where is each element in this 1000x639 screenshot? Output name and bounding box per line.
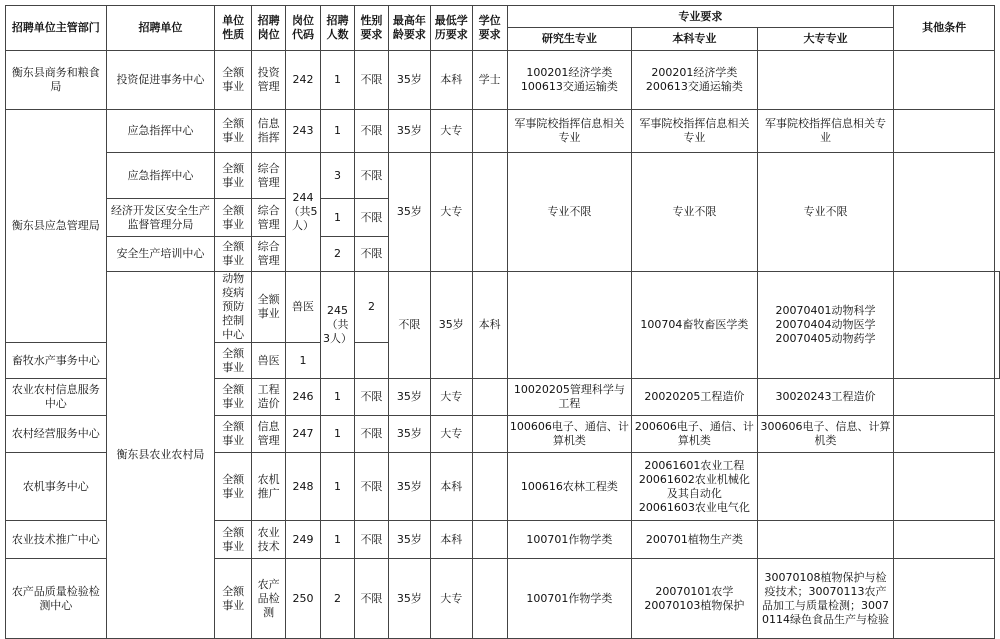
age-cell: 35岁 [388, 153, 430, 272]
dept-cell: 衡东县应急管理局 [6, 110, 107, 343]
count-cell: 2 [321, 559, 355, 639]
edu-cell: 大专 [430, 379, 472, 416]
position-cell: 兽医 [286, 272, 321, 343]
degree-cell [472, 110, 507, 153]
college-major-cell [757, 453, 894, 521]
degree-cell [472, 379, 507, 416]
nature-cell: 全额事业 [215, 237, 252, 272]
grad-major-cell: 100201经济学类 100613交通运输类 [507, 51, 632, 110]
unit-cell: 应急指挥中心 [106, 153, 215, 199]
gender-cell: 不限 [388, 272, 430, 379]
code-cell: 250 [286, 559, 321, 639]
header-undergrad: 本科专业 [632, 28, 758, 51]
table-row [6, 110, 1000, 153]
position-cell: 综合管理 [252, 153, 286, 199]
degree-cell [472, 453, 507, 521]
other-cell [894, 453, 995, 521]
nature-cell: 全额事业 [215, 453, 252, 521]
unit-cell: 农产品质量检验检测中心 [6, 559, 107, 639]
position-cell: 农业技术 [252, 521, 286, 559]
code-cell: 243 [286, 110, 321, 153]
unit-cell: 农机事务中心 [6, 453, 107, 521]
grad-major-cell: 100701作物学类 [507, 521, 632, 559]
count-cell: 1 [286, 343, 321, 379]
edu-cell: 大专 [430, 559, 472, 639]
code-cell: 242 [286, 51, 321, 110]
college-major-cell: 30020243工程造价 [757, 379, 894, 416]
table-row [6, 51, 1000, 110]
age-cell: 35岁 [388, 416, 430, 453]
count-cell: 1 [321, 110, 355, 153]
code-cell: 244（共5人） [286, 153, 321, 272]
gender-cell: 不限 [354, 199, 388, 237]
college-major-cell [757, 521, 894, 559]
position-cell: 农产品检测 [252, 559, 286, 639]
undergrad-major-cell: 200606电子、通信、计算机类 [632, 416, 758, 453]
nature-cell: 全额事业 [215, 379, 252, 416]
dept-cell: 衡东县商务和粮食局 [6, 51, 107, 110]
count-cell: 1 [321, 453, 355, 521]
position-cell: 投资管理 [252, 51, 286, 110]
position-cell: 兽医 [252, 343, 286, 379]
code-cell: 245（共3人） [321, 272, 355, 379]
gender-cell: 不限 [354, 416, 388, 453]
gender-cell: 不限 [354, 153, 388, 199]
unit-cell: 畜牧水产事务中心 [6, 343, 107, 379]
count-cell: 2 [354, 272, 388, 343]
position-cell: 综合管理 [252, 237, 286, 272]
code-cell: 246 [286, 379, 321, 416]
age-cell: 35岁 [388, 51, 430, 110]
age-cell: 35岁 [388, 453, 430, 521]
undergrad-major-cell: 200201经济学类 200613交通运输类 [632, 51, 758, 110]
position-cell: 工程造价 [252, 379, 286, 416]
header-edu: 最低学历要求 [430, 6, 472, 51]
college-major-cell: 军事院校指挥信息相关专业 [757, 110, 894, 153]
table-row [6, 272, 1000, 343]
degree-cell [472, 153, 507, 272]
gender-cell: 不限 [354, 559, 388, 639]
count-cell: 1 [321, 521, 355, 559]
other-cell [894, 416, 995, 453]
count-cell: 2 [321, 237, 355, 272]
nature-cell: 全额事业 [215, 521, 252, 559]
other-cell [894, 153, 995, 272]
other-cell [894, 379, 995, 416]
age-cell: 35岁 [388, 521, 430, 559]
nature-cell: 全额事业 [215, 51, 252, 110]
recruitment-table [5, 5, 1000, 639]
unit-cell: 农业技术推广中心 [6, 521, 107, 559]
code-cell: 248 [286, 453, 321, 521]
code-cell: 249 [286, 521, 321, 559]
other-cell [894, 521, 995, 559]
degree-cell [507, 272, 632, 379]
header-college: 大专专业 [757, 28, 894, 51]
age-cell: 35岁 [388, 379, 430, 416]
grad-major-cell: 100606电子、通信、计算机类 [507, 416, 632, 453]
header-dept: 招聘单位主管部门 [6, 6, 107, 51]
other-cell [894, 559, 995, 639]
gender-cell: 不限 [354, 51, 388, 110]
grad-major-cell: 10020205管理科学与工程 [507, 379, 632, 416]
header-age: 最高年龄要求 [388, 6, 430, 51]
unit-cell: 农村经营服务中心 [6, 416, 107, 453]
college-major-cell: 专业不限 [757, 153, 894, 272]
grad-major-cell: 100616农林工程类 [507, 453, 632, 521]
nature-cell: 全额事业 [215, 416, 252, 453]
other-cell [894, 51, 995, 110]
degree-cell [472, 521, 507, 559]
college-major-cell: 300606电子、信息、计算机类 [757, 416, 894, 453]
age-cell: 35岁 [388, 110, 430, 153]
count-cell: 1 [321, 416, 355, 453]
degree-cell [472, 559, 507, 639]
other-cell [894, 110, 995, 153]
nature-cell: 全额事业 [252, 272, 286, 343]
count-cell: 3 [321, 153, 355, 199]
college-major-cell: 30070108植物保护与检疫技术；30070113农产品加工与质量检测；30070114绿色食品生产与检验 [757, 559, 894, 639]
dept-cell: 衡东县农业农村局 [106, 272, 215, 639]
gender-cell: 不限 [354, 237, 388, 272]
age-cell: 35岁 [388, 559, 430, 639]
header-nature: 单位性质 [215, 6, 252, 51]
unit-cell: 经济开发区安全生产监督管理分局 [106, 199, 215, 237]
header-position: 招聘岗位 [252, 6, 286, 51]
code-cell: 247 [286, 416, 321, 453]
position-cell: 信息管理 [252, 416, 286, 453]
undergrad-major-cell: 20070401动物科学 20070404动物医学 20070405动物药学 [757, 272, 894, 379]
gender-cell: 不限 [354, 110, 388, 153]
header-gender: 性别要求 [354, 6, 388, 51]
nature-cell: 全额事业 [215, 559, 252, 639]
header-degree: 学位要求 [472, 6, 507, 51]
header-unit: 招聘单位 [106, 6, 215, 51]
unit-cell: 安全生产培训中心 [106, 237, 215, 272]
nature-cell: 全额事业 [215, 343, 252, 379]
count-cell: 1 [321, 51, 355, 110]
undergrad-major-cell: 专业不限 [632, 153, 758, 272]
college-major-cell [757, 51, 894, 110]
unit-cell: 应急指挥中心 [106, 110, 215, 153]
header-grad: 研究生专业 [507, 28, 632, 51]
gender-cell: 不限 [354, 453, 388, 521]
count-cell: 1 [321, 379, 355, 416]
position-cell: 综合管理 [252, 199, 286, 237]
gender-cell: 不限 [354, 521, 388, 559]
grad-major-cell: 100704畜牧畜医学类 [632, 272, 758, 379]
other-cell [995, 272, 1000, 379]
header-count: 招聘人数 [321, 6, 355, 51]
age-cell: 35岁 [430, 272, 472, 379]
header-code: 岗位代码 [286, 6, 321, 51]
undergrad-major-cell: 20061601农业工程 20061602农业机械化及其自动化 20061603农业电气化 [632, 453, 758, 521]
grad-major-cell: 军事院校指挥信息相关专业 [507, 110, 632, 153]
edu-cell: 本科 [472, 272, 507, 379]
position-cell: 信息指挥 [252, 110, 286, 153]
edu-cell: 大专 [430, 110, 472, 153]
table-row [6, 153, 1000, 199]
undergrad-major-cell: 军事院校指挥信息相关专业 [632, 110, 758, 153]
degree-cell [472, 416, 507, 453]
grad-major-cell: 100701作物学类 [507, 559, 632, 639]
edu-cell: 本科 [430, 521, 472, 559]
nature-cell: 全额事业 [215, 153, 252, 199]
undergrad-major-cell: 200701植物生产类 [632, 521, 758, 559]
edu-cell: 大专 [430, 153, 472, 272]
position-cell: 农机推广 [252, 453, 286, 521]
degree-cell: 学士 [472, 51, 507, 110]
grad-major-cell: 专业不限 [507, 153, 632, 272]
undergrad-major-cell: 20070101农学 20070103植物保护 [632, 559, 758, 639]
nature-cell: 全额事业 [215, 110, 252, 153]
count-cell: 1 [321, 199, 355, 237]
undergrad-major-cell: 20020205工程造价 [632, 379, 758, 416]
unit-cell: 投资促进事务中心 [106, 51, 215, 110]
unit-cell: 农业农村信息服务中心 [6, 379, 107, 416]
edu-cell: 本科 [430, 453, 472, 521]
nature-cell: 全额事业 [215, 199, 252, 237]
header-major-group: 专业要求 [507, 6, 894, 28]
edu-cell: 本科 [430, 51, 472, 110]
college-major-cell [894, 272, 995, 379]
header-other: 其他条件 [894, 6, 995, 51]
unit-cell: 动物疫病预防控制中心 [215, 272, 252, 343]
edu-cell: 大专 [430, 416, 472, 453]
gender-cell: 不限 [354, 379, 388, 416]
